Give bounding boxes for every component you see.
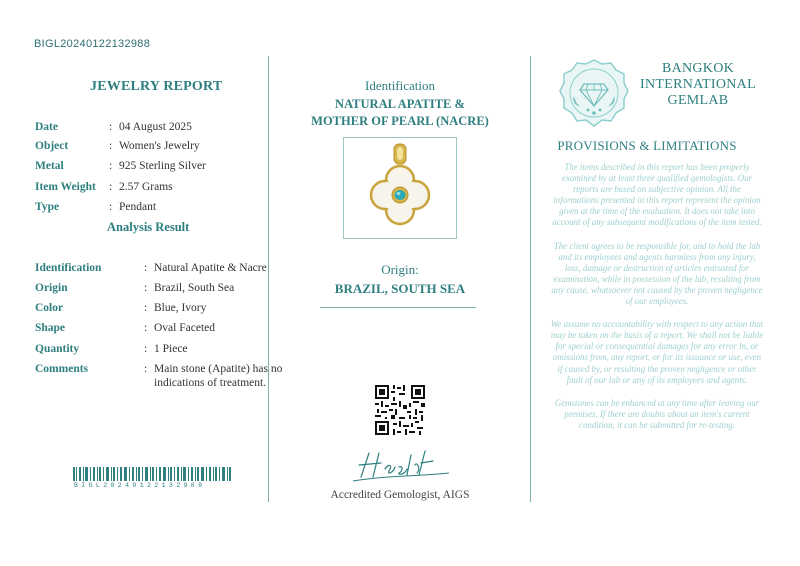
provisions-paragraph-3: We assume no accountability with respect to any action that may be taken on the basis of a report. We shall not be liable for special or consequential damages for any error in, or omissions from, any report, or for its issuance or use, even if caused by, or resulting the proven negligence or other fault of our lab or any of its employees and agents. xyxy=(550,319,764,385)
analysis-label: Shape xyxy=(35,322,66,334)
lab-name-line-2: INTERNATIONAL xyxy=(640,77,756,92)
colon: : xyxy=(109,140,113,152)
gemologist-signature xyxy=(345,447,457,489)
analysis-label: Quantity xyxy=(35,343,80,355)
lab-name xyxy=(638,61,758,109)
provisions-paragraph-4: Gemstones can be enhanced at any time after leaving our premises. If there are doubts about an item's current condition, it can be submitted for re-testing. xyxy=(554,397,760,430)
analysis-value: Natural Apatite & Nacre xyxy=(154,262,267,274)
provisions-text xyxy=(550,162,764,443)
detail-value: 04 August 2025 xyxy=(119,121,192,133)
colon: : xyxy=(109,121,113,133)
analysis-value: Oval Faceted xyxy=(154,322,215,334)
origin-value: BRAZIL, SOUTH SEA xyxy=(334,281,466,296)
analysis-result-heading: Analysis Result xyxy=(107,220,190,234)
lab-name-line-1: BANGKOK xyxy=(661,61,735,76)
product-photo xyxy=(343,137,457,239)
pendant-illustration xyxy=(344,138,456,238)
colon: : xyxy=(144,262,148,274)
colon: : xyxy=(109,181,113,193)
analysis-value: Brazil, South Sea xyxy=(154,282,235,294)
gemologist-label: Accredited Gemologist, AIGS xyxy=(330,489,470,501)
origin-label: Origin: xyxy=(381,262,419,277)
identification-label: Identification xyxy=(364,78,436,93)
provisions-paragraph-1: The items described in this report has been properly examined by at least three qualified gemologists. Our reports are based on subjective opinion. All the informations presented in this report represent the opinion given at the time of the evaluation. It does not take into account of any subsequent modifications of the item tested. xyxy=(552,162,762,228)
colon: : xyxy=(144,322,148,334)
analysis-label: Identification xyxy=(35,262,102,274)
qr-code xyxy=(375,385,425,435)
detail-value: Women's Jewelry xyxy=(119,140,200,152)
detail-label: Metal xyxy=(35,160,64,172)
analysis-value: 1 Piece xyxy=(154,343,188,355)
barcode-number: BIGL20240122132988 xyxy=(74,482,206,489)
identification-line-2: MOTHER OF PEARL (NACRE) xyxy=(311,114,489,128)
colon: : xyxy=(144,282,148,294)
detail-value: Pendant xyxy=(119,201,157,213)
detail-label: Type xyxy=(35,201,60,213)
analysis-label: Origin xyxy=(35,282,68,294)
colon: : xyxy=(144,302,148,314)
provisions-paragraph-2: The client agrees to be responsible for, and to hold the lab and its employees and agents harmless from any injury, loss, damage or destruction of articles entrusted for examination, while in possession of the lab, resulting from any cause, whatsoever not caused by the proven negligence of our employees. xyxy=(551,240,763,307)
identification-line-1: NATURAL APATITE & xyxy=(335,97,465,111)
analysis-value: Blue, Ivory xyxy=(154,302,207,314)
left-divider xyxy=(268,56,269,502)
lab-name-line-3: GEMLAB xyxy=(667,93,729,108)
detail-label: Date xyxy=(35,121,58,133)
colon: : xyxy=(109,160,113,172)
detail-label: Item Weight xyxy=(35,181,96,193)
right-divider xyxy=(530,56,531,502)
detail-value: 2.57 Grams xyxy=(119,181,173,193)
report-title: JEWELRY REPORT xyxy=(90,79,223,94)
origin-underline xyxy=(320,307,476,308)
colon: : xyxy=(109,201,113,213)
colon: : xyxy=(144,343,148,355)
analysis-label: Comments xyxy=(35,363,89,375)
analysis-label: Color xyxy=(35,302,64,314)
colon: : xyxy=(144,363,148,375)
provisions-title: PROVISIONS & LIMITATIONS xyxy=(557,138,737,153)
report-number: BIGL20240122132988 xyxy=(34,38,151,50)
lab-logo-badge xyxy=(558,58,630,130)
analysis-value: Main stone (Apatite) has no indications of treatment. xyxy=(154,363,283,389)
detail-label: Object xyxy=(35,140,69,152)
detail-value: 925 Sterling Silver xyxy=(119,160,206,172)
barcode xyxy=(73,467,231,481)
